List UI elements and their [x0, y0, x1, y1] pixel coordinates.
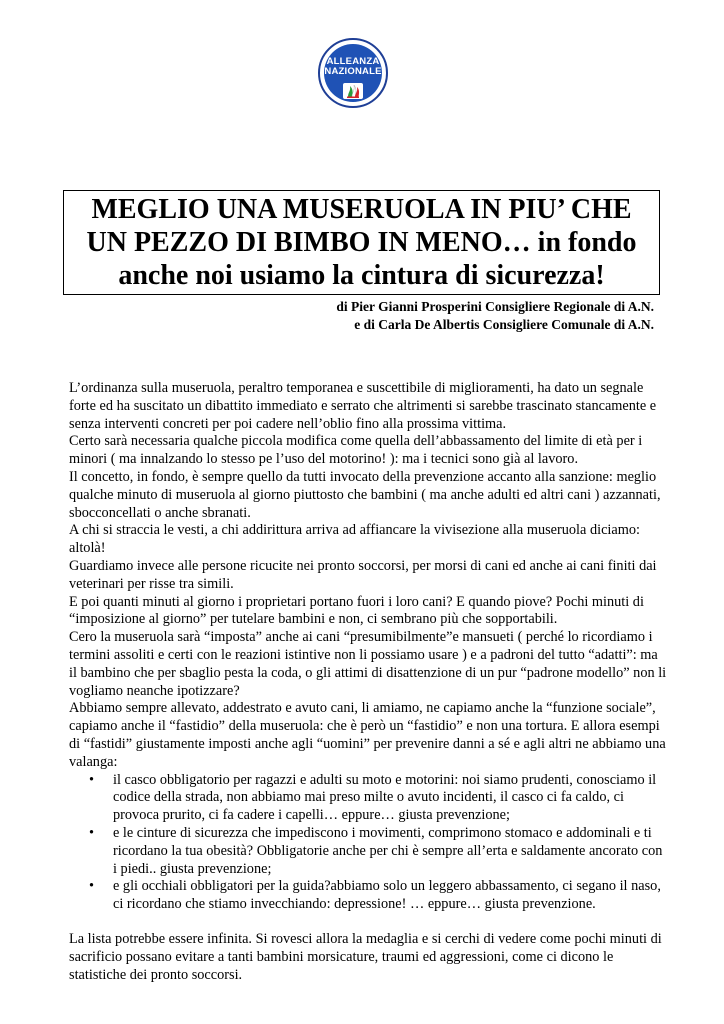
logo-text-line1: ALLEANZA — [326, 56, 380, 67]
list-item: • e gli occhiali obbligatori per la guida?abbiamo solo un leggero abbassamento, ci segano il naso, ci ricordano che stiamo invecchiando: depressione! … eppure… giusta prevenzione. — [113, 878, 669, 914]
logo-disc — [324, 44, 382, 102]
paragraph: Guardiamo invece alle persone ricucite nei pronto soccorsi, per morsi di cani ed anche ai cani finiti dai veterinari per risse tra simili. — [69, 557, 657, 592]
examples-list — [69, 772, 669, 914]
title-line-1: MEGLIO UNA MUSERUOLA IN PIU’ CHE — [91, 194, 632, 225]
article-body — [69, 380, 669, 984]
article-title-box — [63, 190, 660, 295]
paragraph: A chi si straccia le vesti, a chi addirittura arriva ad affiancare la vivisezione alla museruola diciamo: altolà! — [69, 522, 640, 557]
title-line-3: anche noi usiamo la cintura di sicurezza! — [118, 260, 605, 291]
paragraph: Cero la museruola sarà “imposta” anche ai cani “presumibilmente”e mansueti ( perché lo ricordiamo i termini assoliti e certi con le reazioni istintive non li possiamo usare ) e a padroni del tutto “adatti”: ma il bambino che per sbaglio pesta la coda, o gli attimi di disattenzione di un pur “padrone modello” non li vogliamo neanche ipotizzare? — [69, 629, 667, 699]
paragraph-spacer — [69, 914, 669, 931]
byline — [336, 298, 654, 334]
tricolor-flame-icon — [343, 83, 363, 99]
paragraph: Abbiamo sempre allevato, addestrato e avuto cani, li amiamo, ne capiamo anche la “funzione sociale”, capiamo anche il “fastidio” della museruola: che è però un “fastidio” e non una tortura. E allora esempi di “fastidi” giustamente imposti anche agli “uomini” per prevenire danni a sé e agli altri ne abbiamo una valanga: — [69, 700, 666, 770]
byline-author-2: e di Carla De Albertis Consigliere Comunale di A.N. — [354, 317, 654, 332]
paragraph: E poi quanti minuti al giorno i proprietari portano fuori i loro cani? E quando piove? Pochi minuti di “imposizione al giorno” per tutelare bambini e non, ci sembrano più che sopportabili. — [69, 593, 644, 628]
logo-text-line2: NAZIONALE — [324, 66, 382, 77]
closing-paragraph: La lista potrebbe essere infinita. Si rovesci allora la medaglia e si cerchi di vedere come pochi minuti di sacrificio possano evitare a tanti bambini morsicature, traumi ed aggressioni, come ci dicono le statistiche dei pronto soccorsi. — [69, 930, 662, 983]
paragraph: L’ordinanza sulla museruola, peraltro temporanea e suscettibile di miglioramenti, ha dato un segnale forte ed ha suscitato un dibattito immediato e serrato che altrimenti si sarebbe trascinato stancamente e senza interventi concreti per poi cadere nell’oblio fino alla prossima vittima. — [69, 380, 657, 432]
list-item: • e le cinture di sicurezza che impediscono i movimenti, comprimono stomaco e addominali e ti ricordano la tua obesità? Obbligatorie anche per chi è sempre all’erta e saldamente ancorato con i piedi.. giusta prevenzione; — [113, 825, 669, 878]
paragraph: Certo sarà necessaria qualche piccola modifica come quella dell’abbassamento del limite di età per i minori ( ma innalzando lo stesso pe l’uso del motorino! ): ma i tecnici sono già al lavoro. — [69, 433, 643, 468]
alleanza-nazionale-logo — [318, 38, 388, 108]
list-item: • il casco obbligatorio per ragazzi e adulti su moto e motorini: noi siamo prudenti, conosciamo il codice della strada, non abbiamo mai preso milte o avuto incidenti, il casco ci fa caldo, ci provoca prurito, ci fa cadere i capelli… eppure… giusta prevenzione; — [113, 772, 669, 825]
title-line-2: UN PEZZO DI BIMBO IN MENO… in fondo — [86, 227, 637, 258]
byline-author-1: di Pier Gianni Prosperini Consigliere Regionale di A.N. — [336, 299, 654, 314]
paragraph: Il concetto, in fondo, è sempre quello da tutti invocato della prevenzione accanto alla sanzione: meglio qualche minuto di museruola al giorno piuttosto che bambini ( ma anche adulti ed altri cani ) azzannati, sbocconcellati o anche sbranati. — [69, 468, 661, 521]
